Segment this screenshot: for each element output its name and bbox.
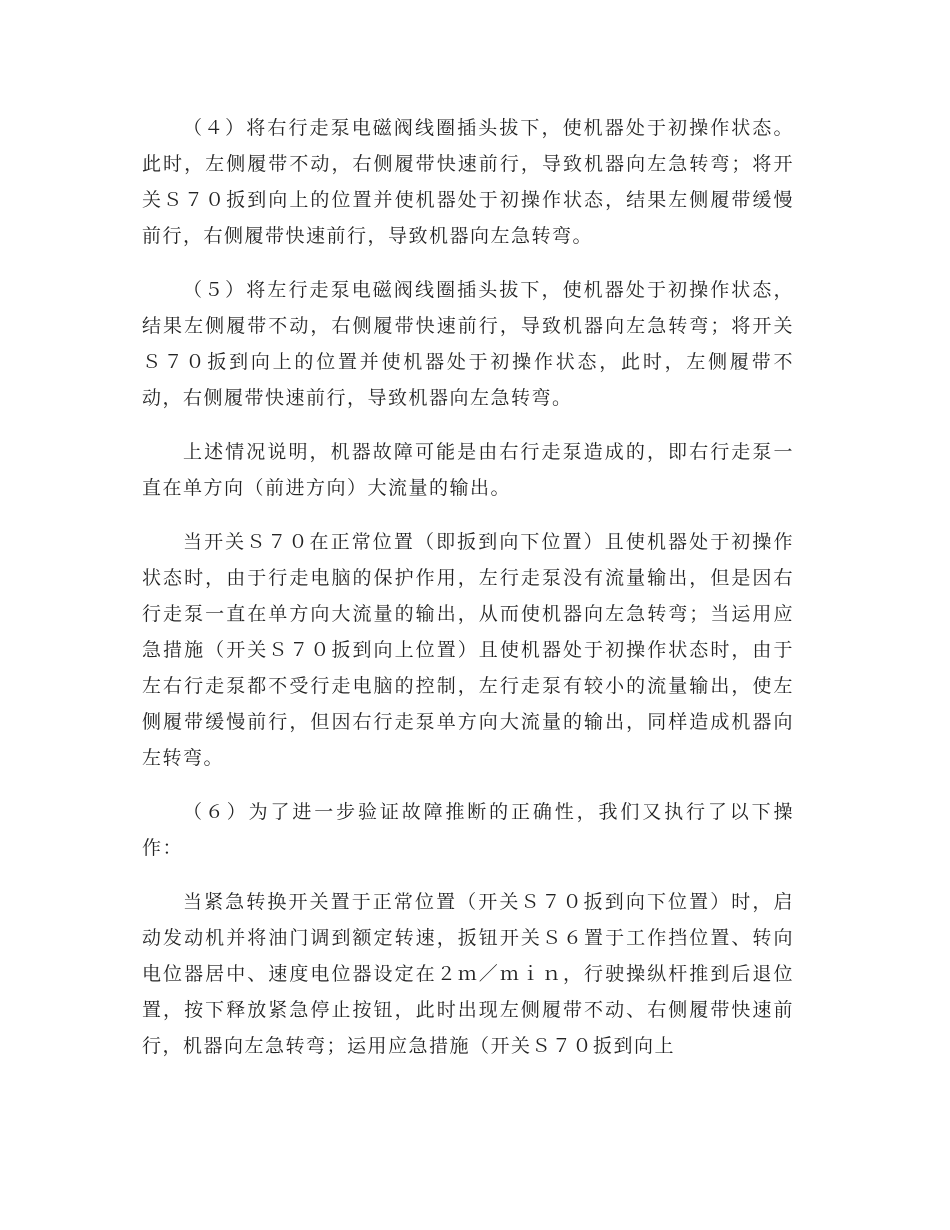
paragraph-step-6: （６）为了进一步验证故障推断的正确性，我们又执行了以下操作：: [142, 801, 794, 859]
paragraph-verification: 当紧急转换开关置于正常位置（开关Ｓ７０扳到向下位置）时，启动发动机并将油门调到额定转速，扳钮开关Ｓ６置于工作挡位置、转向电位器居中、速度电位器设定在２ｍ／ｍｉｎ，行驶操纵杆推到后退位置，按下释放紧急停止按钮，此时出现左侧履带不动、右侧履带快速前行，机器向左急转弯；运用应急措施（开关Ｓ７０扳到向上: [142, 891, 794, 1057]
document-body: [142, 110, 794, 1082]
paragraph-step-4: （４）将右行走泵电磁阀线圈插头拔下，使机器处于初操作状态。此时，左侧履带不动，右侧履带快速前行，导致机器向左急转弯；将开关Ｓ７０扳到向上的位置并使机器处于初操作状态，结果左侧履带缓慢前行，右侧履带快速前行，导致机器向左急转弯。: [142, 117, 794, 247]
paragraph-explanation: 当开关Ｓ７０在正常位置（即扳到向下位置）且使机器处于初操作状态时，由于行走电脑的保护作用，左行走泵没有流量输出，但是因右行走泵一直在单方向大流量的输出，从而使机器向左急转弯；当运用应急措施（开关Ｓ７０扳到向上位置）且使机器处于初操作状态时，由于左右行走泵都不受行走电脑的控制，左行走泵有较小的流量输出，使左侧履带缓慢前行，但因右行走泵单方向大流量的输出，同样造成机器向左转弯。: [142, 531, 794, 769]
paragraph-conclusion: 上述情况说明，机器故障可能是由右行走泵造成的，即右行走泵一直在单方向（前进方向）大流量的输出。: [142, 441, 794, 499]
paragraph-step-5: （５）将左行走泵电磁阀线圈插头拔下，使机器处于初操作状态，结果左侧履带不动，右侧履带快速前行，导致机器向左急转弯；将开关Ｓ７０扳到向上的位置并使机器处于初操作状态，此时，左侧履带不动，右侧履带快速前行，导致机器向左急转弯。: [142, 279, 794, 409]
